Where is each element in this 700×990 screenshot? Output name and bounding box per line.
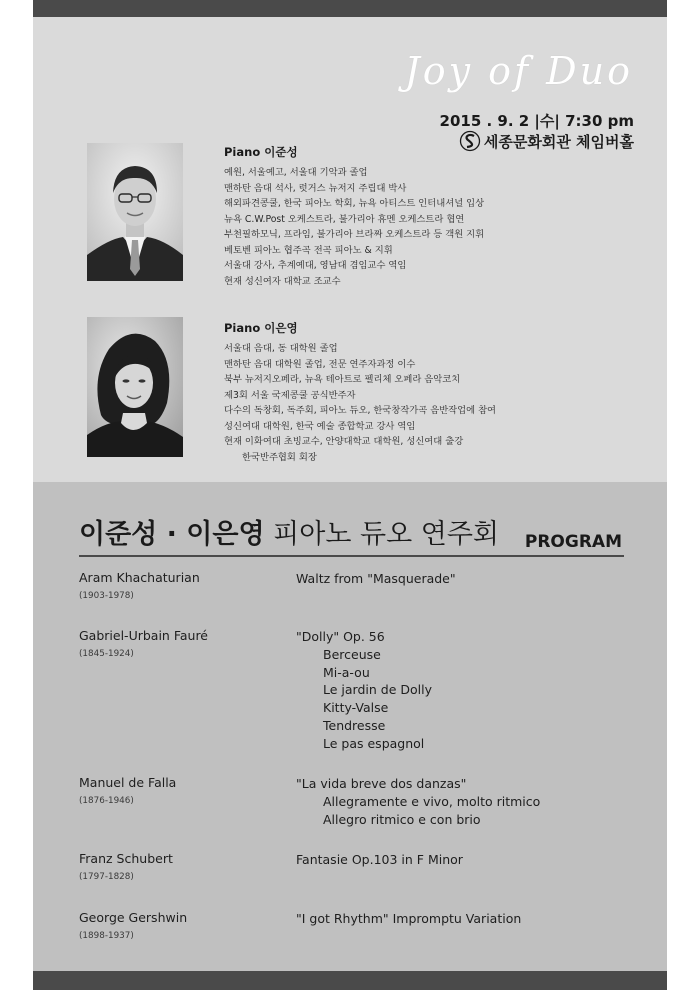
pianist-info-lee-junsung <box>224 144 484 289</box>
composer-years: (1797-1828) <box>79 872 134 882</box>
bio-line: 현재 성신여자 대학교 조교수 <box>224 275 341 287</box>
poster-title: Joy of Duo <box>404 49 633 93</box>
bio-line: 부천필하모닉, 프라임, 불가리아 브라짜 오케스트라 등 객원 지휘 <box>224 229 485 240</box>
piece-title: Waltz from "Masquerade" <box>296 571 456 586</box>
piece-title: "La vida breve dos danzas" <box>296 776 467 791</box>
bio-line: 다수의 독창회, 독주회, 피아노 듀오, 한국창작가곡 음반작업에 참여 <box>224 405 497 416</box>
pianist-name: Piano 이은영 <box>224 321 298 335</box>
piece-title: "Dolly" Op. 56 <box>296 629 385 644</box>
bio-line: 성신여대 대학원, 한국 예술 종합학교 강사 역임 <box>224 420 416 432</box>
bio-line: 북부 뉴저지오페라, 뉴욕 테아트로 펠리체 오페라 음악코치 <box>224 374 461 385</box>
composer-name: Franz Schubert <box>79 851 173 866</box>
movement-title: Tendresse <box>323 717 386 733</box>
movement-title: Le pas espagnol <box>323 735 425 751</box>
bio-line: 한국반주협회 회장 <box>242 451 317 463</box>
bottom-border-band <box>33 971 667 990</box>
composer-years: (1876-1946) <box>79 796 134 806</box>
composer-name: Gabriel-Urbain Fauré <box>79 628 208 643</box>
program-pieces <box>296 775 540 828</box>
composer-name: George Gershwin <box>79 910 188 925</box>
piece-title: Fantasie Op.103 in F Minor <box>296 852 463 867</box>
bio-line: 맨하탄 음대 석사, 럿거스 뉴저지 주립대 박사 <box>224 182 407 194</box>
bio-line: 현재 이화여대 초빙교수, 안양대학교 대학원, 성신여대 출강 <box>224 436 464 447</box>
program-heading: PROGRAM <box>524 532 622 552</box>
performers-section <box>33 17 667 482</box>
venue <box>459 130 634 152</box>
movement-title: Le jardin de Dolly <box>323 682 432 698</box>
bio-line: 베토벤 피아노 협주곡 전곡 피아노 & 지휘 <box>224 244 393 256</box>
concert-date: 2015 . 9. 2 |수| 7:30 pm <box>439 112 634 130</box>
program-pieces <box>296 910 521 928</box>
movement-title: Allegro ritmico e con brio <box>323 811 481 827</box>
pianist-photo-lee-eunyoung <box>87 317 183 457</box>
bio-line: 서울대 강사, 추계예대, 영남대 겸임교수 역임 <box>224 260 407 271</box>
composer-name: Manuel de Falla <box>79 775 177 790</box>
bio-line: 맨하탄 음대 대학원 졸업, 전문 연주자과정 이수 <box>224 358 416 370</box>
heading-divider <box>79 555 624 557</box>
bio-line: 예원, 서울예고, 서울대 기악과 졸업 <box>224 167 368 178</box>
pianist-name: Piano 이준성 <box>224 145 298 159</box>
venue-name: 세종문화회관 체임버홀 <box>483 132 634 151</box>
program-pieces <box>296 851 463 869</box>
program-pieces <box>296 570 456 588</box>
concert-title <box>79 512 499 551</box>
composer-years: (1903-1978) <box>79 591 134 601</box>
composer-name: Aram Khachaturian <box>79 570 200 585</box>
bio-line: 해외파견콩쿨, 한국 피아노 학회, 뉴욕 아티스트 인터내셔널 입상 <box>224 198 485 209</box>
pianist-photo-lee-junsung <box>87 143 183 281</box>
movement-title: Kitty-Valse <box>323 700 389 716</box>
program-pieces <box>296 628 432 753</box>
movement-title: Allegramente e vivo, molto ritmico <box>323 793 541 809</box>
top-border-band <box>33 0 667 17</box>
movement-title: Mi-a-ou <box>323 664 370 680</box>
bio-line: 제3회 서울 국제콩쿨 공식반주자 <box>224 389 356 401</box>
concert-title-text: 피아노 듀오 연주회 <box>273 519 499 550</box>
pianist-info-lee-eunyoung <box>224 320 496 465</box>
bio-line: 서울대 음대, 동 대학원 졸업 <box>224 343 338 354</box>
composer-years: (1845-1924) <box>79 649 134 659</box>
piece-title: "I got Rhythm" Impromptu Variation <box>296 911 522 926</box>
composer-years: (1898-1937) <box>79 931 134 941</box>
bio-line: 뉴욕 C.W.Post 오케스트라, 불가리아 휴멘 오케스트라 협연 <box>224 213 465 225</box>
movement-title: Berceuse <box>323 646 381 662</box>
concert-title-names: 이준성 · 이은영 <box>79 519 265 550</box>
concert-poster <box>33 0 667 990</box>
